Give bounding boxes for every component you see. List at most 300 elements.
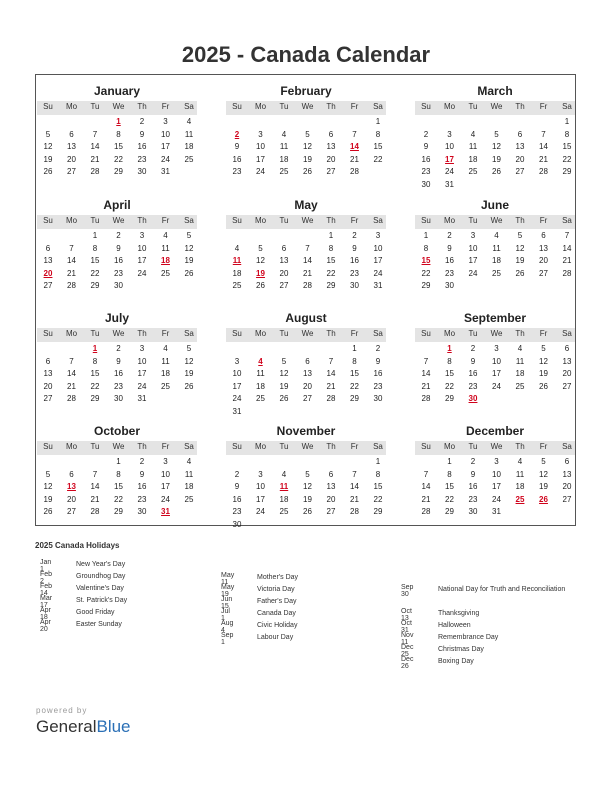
day-cell: 30: [137, 167, 147, 177]
day-cell: 25: [232, 281, 242, 291]
day-cell: 3: [163, 117, 168, 126]
day-cell: 21: [90, 494, 100, 504]
weekday-label: Sa: [373, 216, 383, 225]
day-cell: 27: [303, 394, 312, 404]
holiday-date: Feb 14: [40, 583, 53, 597]
day-cell: 4: [517, 344, 523, 353]
day-cell: 17: [137, 369, 147, 379]
day-cell: 13: [562, 469, 572, 479]
day-cell: 13: [303, 369, 312, 379]
day-cell: 12: [303, 482, 312, 492]
day-cell: 25: [279, 167, 289, 177]
day-cell: 11: [515, 469, 525, 479]
day-cell: 24: [256, 167, 265, 177]
month-name: July: [104, 311, 129, 325]
day-cell: 31: [373, 281, 383, 291]
day-cell: 15: [373, 142, 383, 152]
day-cell: 10: [492, 356, 501, 366]
day-cell: 13: [515, 142, 525, 152]
day-cell: 27: [43, 281, 53, 291]
day-cell: 27: [67, 167, 76, 177]
day-cell: 6: [305, 356, 310, 366]
weekday-label: Fr: [539, 216, 548, 225]
month-name: May: [294, 198, 318, 212]
day-cell: 12: [515, 243, 525, 253]
day-cell: 18: [279, 154, 289, 164]
weekday-label: Th: [137, 102, 147, 111]
day-cell: 9: [352, 243, 357, 253]
day-cell: 20: [539, 256, 548, 266]
holiday-name: Mother's Day: [257, 574, 299, 581]
day-cell: 21: [67, 381, 76, 391]
weekday-label: We: [490, 442, 503, 451]
day-cell: 7: [564, 231, 570, 240]
holiday-name: Halloween: [438, 622, 471, 629]
day-cell: 17: [492, 369, 501, 379]
holiday-day-cell: 25: [515, 494, 525, 504]
weekday-label: Fr: [350, 329, 359, 338]
day-cell: 27: [279, 281, 289, 291]
day-cell: 27: [515, 167, 525, 177]
day-cell: 3: [234, 356, 240, 366]
weekday-label: We: [490, 216, 503, 225]
day-cell: 9: [139, 129, 145, 139]
day-cell: 20: [562, 482, 572, 492]
day-cell: 18: [232, 268, 242, 278]
day-cell: 5: [517, 231, 523, 240]
weekday-label: Mo: [65, 442, 78, 451]
day-cell: 10: [373, 243, 383, 253]
weekday-label: Fr: [161, 329, 170, 338]
day-cell: 13: [326, 142, 336, 152]
day-cell: 26: [303, 507, 312, 517]
day-cell: 14: [67, 256, 76, 266]
weekday-label: Tu: [279, 329, 289, 338]
day-cell: 25: [184, 154, 194, 164]
weekday-header: [415, 328, 575, 342]
day-cell: 13: [279, 256, 289, 266]
day-cell: 3: [494, 457, 499, 466]
holiday-date: Sep 30: [401, 584, 414, 598]
day-cell: 26: [184, 268, 194, 278]
day-cell: 4: [494, 231, 499, 240]
weekday-header: [226, 441, 386, 455]
holiday-name: Victoria Day: [257, 586, 295, 593]
day-cell: 3: [447, 129, 452, 139]
day-cell: 31: [137, 394, 147, 404]
day-cell: 4: [186, 457, 192, 466]
day-cell: 23: [373, 381, 383, 391]
day-cell: 2: [234, 469, 240, 479]
weekday-header: [226, 215, 386, 229]
day-cell: 22: [114, 494, 123, 504]
day-cell: 16: [421, 154, 431, 164]
weekday-label: Fr: [350, 216, 359, 225]
day-cell: 11: [492, 243, 501, 253]
day-cell: 14: [562, 243, 572, 253]
logo-general: General: [36, 717, 97, 736]
weekday-label: Fr: [539, 329, 548, 338]
weekday-label: Su: [43, 442, 53, 451]
day-cell: 19: [303, 154, 312, 164]
day-cell: 13: [43, 369, 53, 379]
day-cell: 26: [184, 381, 194, 391]
weekday-label: Sa: [184, 329, 194, 338]
day-cell: 1: [564, 117, 570, 126]
day-cell: 21: [421, 381, 431, 391]
day-cell: 2: [423, 129, 429, 139]
day-cell: 4: [163, 344, 168, 353]
holiday-date: Aug 4: [221, 620, 234, 634]
weekday-label: Su: [43, 102, 53, 111]
weekday-label: Mo: [443, 329, 456, 338]
day-cell: 8: [447, 469, 452, 479]
holiday-day-cell: 11: [232, 256, 242, 266]
weekday-label: Mo: [254, 102, 267, 111]
day-cell: 12: [43, 482, 53, 492]
day-cell: 26: [492, 167, 501, 177]
day-cell: 8: [564, 129, 570, 139]
weekday-label: We: [490, 329, 503, 338]
day-cell: 24: [161, 154, 170, 164]
holiday-day-cell: 17: [445, 154, 454, 164]
brand-footer: [36, 706, 131, 737]
holiday-day-cell: 31: [161, 507, 170, 517]
weekday-label: We: [112, 216, 125, 225]
day-cell: 15: [90, 369, 100, 379]
holiday-day-cell: 26: [539, 494, 548, 504]
holiday-name: New Year's Day: [76, 561, 126, 568]
day-cell: 7: [69, 243, 74, 253]
day-cell: 28: [326, 394, 336, 404]
weekday-label: Mo: [443, 216, 456, 225]
weekday-label: Su: [232, 102, 242, 111]
day-cell: 29: [90, 394, 100, 404]
day-cell: 18: [468, 154, 478, 164]
weekday-label: Tu: [90, 442, 100, 451]
day-cell: 15: [373, 482, 383, 492]
day-cell: 11: [184, 469, 194, 479]
day-cell: 9: [234, 142, 240, 152]
day-cell: 10: [161, 469, 170, 479]
day-cell: 3: [139, 344, 145, 353]
day-cell: 14: [421, 369, 431, 379]
holiday-name: Easter Sunday: [76, 621, 122, 628]
holiday-day-cell: 20: [43, 268, 53, 278]
day-cell: 2: [470, 457, 476, 466]
holiday-day-cell: 15: [421, 256, 431, 266]
day-cell: 19: [515, 256, 525, 266]
weekday-label: Su: [421, 216, 431, 225]
day-cell: 26: [43, 507, 53, 517]
day-cell: 10: [232, 369, 242, 379]
day-cell: 5: [45, 129, 51, 139]
weekday-label: Th: [326, 216, 336, 225]
day-cell: 17: [492, 482, 501, 492]
day-cell: 13: [326, 482, 336, 492]
holiday-name: Christmas Day: [438, 646, 484, 653]
weekday-label: We: [112, 329, 125, 338]
day-cell: 31: [161, 167, 170, 177]
day-cell: 21: [326, 381, 336, 391]
day-cell: 16: [468, 369, 478, 379]
day-cell: 14: [326, 369, 336, 379]
day-cell: 11: [279, 142, 289, 152]
day-cell: 16: [350, 256, 359, 266]
day-cell: 20: [515, 154, 525, 164]
holiday-name: Thanksgiving: [438, 610, 480, 617]
holiday-name: Father's Day: [257, 598, 297, 605]
day-cell: 28: [90, 167, 100, 177]
day-cell: 29: [90, 281, 100, 291]
day-cell: 16: [445, 256, 454, 266]
weekday-header: [37, 215, 197, 229]
holiday-name: Boxing Day: [438, 658, 474, 665]
holiday-date: Jul 1: [221, 608, 230, 622]
holiday-day-cell: 1: [92, 344, 98, 353]
day-cell: 9: [375, 356, 381, 366]
day-cell: 25: [515, 381, 525, 391]
day-cell: 23: [468, 381, 478, 391]
day-cell: 19: [492, 154, 501, 164]
holiday-name: Valentine's Day: [76, 585, 124, 592]
day-cell: 2: [447, 231, 452, 240]
weekday-header: [37, 441, 197, 455]
day-cell: 8: [116, 129, 121, 139]
weekday-label: Sa: [373, 329, 383, 338]
day-cell: 23: [468, 494, 478, 504]
weekday-label: We: [112, 442, 125, 451]
day-cell: 28: [421, 394, 431, 404]
day-cell: 28: [67, 394, 76, 404]
holiday-day-cell: 18: [161, 256, 170, 266]
day-cell: 26: [256, 281, 265, 291]
day-cell: 11: [468, 142, 478, 152]
day-cell: 15: [562, 142, 572, 152]
weekday-header: [37, 328, 197, 342]
day-cell: 17: [137, 256, 147, 266]
day-cell: 1: [116, 457, 121, 466]
weekday-label: We: [301, 442, 314, 451]
day-cell: 12: [539, 469, 548, 479]
day-cell: 16: [137, 142, 147, 152]
weekday-label: Sa: [562, 216, 572, 225]
weekday-label: Su: [421, 102, 431, 111]
day-cell: 29: [114, 167, 123, 177]
day-cell: 6: [328, 469, 334, 479]
day-cell: 29: [445, 507, 454, 517]
day-cell: 30: [445, 281, 454, 291]
day-cell: 20: [326, 154, 336, 164]
logo-blue: Blue: [96, 717, 131, 736]
holiday-name: Canada Day: [257, 610, 296, 617]
day-cell: 1: [375, 117, 381, 126]
day-cell: 5: [305, 469, 310, 479]
day-cell: 18: [515, 369, 525, 379]
day-cell: 5: [186, 231, 192, 240]
day-cell: 4: [470, 129, 476, 139]
day-cell: 14: [90, 482, 100, 492]
weekday-label: Mo: [254, 442, 267, 451]
day-cell: 25: [161, 268, 170, 278]
weekday-label: Th: [515, 442, 525, 451]
day-cell: 8: [447, 356, 452, 366]
day-cell: 4: [517, 457, 523, 466]
holiday-date: Dec 26: [401, 656, 414, 670]
day-cell: 5: [494, 129, 499, 139]
weekday-label: Th: [515, 329, 525, 338]
day-cell: 7: [69, 356, 74, 366]
day-cell: 29: [421, 281, 431, 291]
holiday-date: Nov 11: [401, 632, 414, 646]
day-cell: 12: [43, 142, 53, 152]
weekday-label: Su: [232, 329, 242, 338]
day-cell: 23: [114, 268, 123, 278]
holiday-date: Feb 2: [40, 571, 53, 585]
weekday-label: Mo: [254, 216, 267, 225]
weekday-label: Tu: [468, 442, 478, 451]
day-cell: 11: [184, 129, 194, 139]
holiday-date: Mar 17: [40, 595, 53, 609]
holiday-day-cell: 19: [256, 268, 265, 278]
day-cell: 27: [326, 507, 336, 517]
weekday-header: [226, 328, 386, 342]
day-cell: 4: [163, 231, 168, 240]
day-cell: 27: [67, 507, 76, 517]
day-cell: 18: [184, 482, 194, 492]
day-cell: 16: [232, 154, 242, 164]
day-cell: 28: [562, 268, 572, 278]
holiday-name: Remembrance Day: [438, 634, 499, 641]
weekday-label: Su: [421, 442, 431, 451]
weekday-label: Mo: [443, 102, 456, 111]
weekday-label: Tu: [468, 102, 478, 111]
day-cell: 13: [67, 142, 76, 152]
day-cell: 20: [67, 154, 76, 164]
day-cell: 16: [137, 482, 147, 492]
day-cell: 12: [184, 356, 194, 366]
day-cell: 7: [92, 469, 98, 479]
day-cell: 9: [423, 142, 429, 152]
day-cell: 6: [328, 129, 334, 139]
day-cell: 3: [375, 231, 381, 240]
day-cell: 25: [468, 167, 478, 177]
weekday-label: Mo: [65, 102, 78, 111]
day-cell: 21: [350, 154, 359, 164]
day-cell: 8: [92, 356, 98, 366]
month-name: November: [276, 424, 336, 438]
weekday-label: Sa: [373, 102, 383, 111]
weekday-label: We: [301, 216, 314, 225]
day-cell: 6: [541, 231, 546, 240]
day-cell: 8: [92, 243, 98, 253]
day-cell: 2: [116, 231, 121, 240]
day-cell: 2: [470, 344, 476, 353]
day-cell: 3: [494, 344, 499, 353]
weekday-label: Fr: [350, 102, 359, 111]
day-cell: 19: [43, 494, 53, 504]
holiday-date: Sep 1: [221, 632, 234, 646]
day-cell: 2: [352, 231, 357, 240]
day-cell: 7: [305, 243, 310, 253]
day-cell: 19: [184, 256, 194, 266]
day-cell: 23: [114, 381, 123, 391]
weekday-label: Tu: [90, 329, 100, 338]
holiday-date: May 19: [221, 584, 235, 598]
day-cell: 31: [445, 180, 454, 189]
day-cell: 19: [279, 381, 289, 391]
day-cell: 5: [45, 469, 51, 479]
day-cell: 20: [43, 381, 53, 391]
day-cell: 20: [303, 381, 312, 391]
day-cell: 4: [186, 117, 192, 126]
day-cell: 22: [421, 268, 431, 278]
day-cell: 10: [137, 243, 147, 253]
powered-by-text: powered by: [36, 706, 88, 715]
day-cell: 13: [539, 243, 548, 253]
weekday-label: Su: [43, 216, 53, 225]
holiday-date: Jan 1: [40, 559, 52, 573]
weekday-label: Th: [326, 102, 336, 111]
day-cell: 3: [258, 129, 263, 139]
weekday-header: [37, 101, 197, 115]
weekday-label: Tu: [468, 329, 478, 338]
day-cell: 1: [352, 344, 357, 353]
page-title: 2025 - Canada Calendar: [181, 42, 431, 67]
day-cell: 1: [375, 457, 381, 466]
day-cell: 11: [515, 356, 525, 366]
day-cell: 24: [492, 381, 501, 391]
day-cell: 11: [161, 356, 170, 366]
day-cell: 16: [114, 369, 123, 379]
day-cell: 16: [114, 256, 123, 266]
day-cell: 11: [161, 243, 170, 253]
day-cell: 7: [423, 469, 429, 479]
weekday-label: Th: [326, 329, 336, 338]
day-cell: 30: [114, 281, 123, 291]
day-cell: 7: [352, 469, 357, 479]
day-cell: 25: [492, 268, 501, 278]
day-cell: 22: [445, 381, 454, 391]
day-cell: 19: [184, 369, 194, 379]
day-cell: 30: [373, 394, 383, 404]
day-cell: 9: [470, 356, 476, 366]
day-cell: 7: [92, 129, 98, 139]
month-name: June: [480, 198, 509, 212]
day-cell: 23: [137, 494, 147, 504]
weekday-label: Fr: [161, 102, 170, 111]
day-cell: 9: [234, 482, 240, 492]
day-cell: 23: [232, 507, 242, 517]
day-cell: 30: [468, 507, 478, 517]
day-cell: 29: [373, 507, 383, 517]
month-name: March: [477, 84, 513, 98]
day-cell: 15: [326, 256, 336, 266]
day-cell: 8: [352, 356, 357, 366]
day-cell: 30: [232, 520, 242, 529]
day-cell: 29: [326, 281, 336, 291]
day-cell: 23: [421, 167, 431, 177]
day-cell: 9: [116, 356, 121, 366]
day-cell: 31: [232, 407, 242, 416]
day-cell: 13: [43, 256, 53, 266]
weekday-label: Mo: [65, 329, 78, 338]
holiday-name: Good Friday: [76, 609, 115, 616]
day-cell: 12: [539, 356, 548, 366]
weekday-label: Tu: [468, 216, 478, 225]
month-name: January: [93, 84, 141, 98]
day-cell: 2: [375, 344, 381, 353]
